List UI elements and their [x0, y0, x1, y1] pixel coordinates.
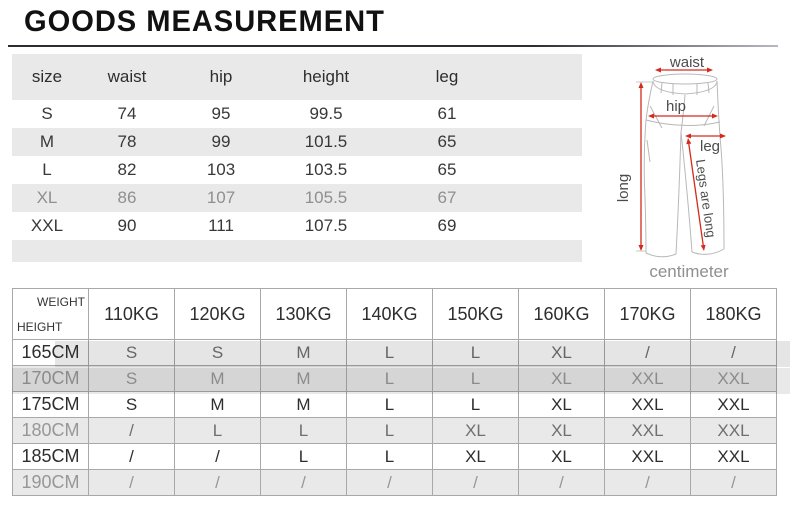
leg-label: leg	[699, 138, 721, 155]
fit-table-height-label: 170CM	[13, 366, 89, 392]
waist-label: waist	[669, 54, 705, 71]
size-table	[12, 54, 582, 262]
fit-table-size-cell: M	[175, 392, 261, 418]
fit-table-size-cell: /	[89, 470, 175, 496]
unit-label: centimeter	[649, 262, 729, 281]
fit-table-size-cell: XL	[519, 392, 605, 418]
size-table-cell: 99	[211, 132, 231, 151]
fit-table-size-cell: /	[89, 444, 175, 470]
fit-table-weight-header: 130KG	[261, 289, 347, 340]
size-table-header-cell: waist	[107, 67, 147, 86]
size-table-header-cell: hip	[209, 67, 233, 86]
fit-table-size-cell: L	[261, 444, 347, 470]
fit-table-size-cell: L	[433, 392, 519, 418]
fit-table-weight-header: 150KG	[433, 289, 519, 340]
fit-table-weight-header: 140KG	[347, 289, 433, 340]
size-table-cell: 65	[437, 160, 457, 179]
fit-table-size-cell: /	[175, 444, 261, 470]
size-table-cell: 61	[437, 104, 457, 123]
size-table-cell: 65	[437, 132, 457, 151]
size-table-row	[12, 128, 582, 156]
fit-table-size-cell: XL	[519, 366, 605, 392]
fit-table-row	[13, 418, 777, 444]
fit-table-height-label: 175CM	[13, 392, 89, 418]
size-table-cell: 86	[117, 188, 137, 207]
corner-height-label: HEIGHT	[17, 320, 63, 334]
fit-table-header-row	[13, 289, 777, 340]
fit-table-weight-header: 110KG	[89, 289, 175, 340]
size-table-cell: 82	[117, 160, 137, 179]
fit-table-size-cell: XXL	[605, 392, 691, 418]
fit-table-size-cell: L	[347, 418, 433, 444]
fit-table-size-cell: XXL	[691, 444, 777, 470]
size-table-cell: 103	[206, 160, 236, 179]
size-table-row	[12, 100, 582, 128]
size-table-cell: 69	[437, 216, 457, 235]
fit-table-size-cell: /	[605, 340, 691, 366]
pants-diagram-icon	[600, 48, 790, 290]
fit-table-row	[13, 444, 777, 470]
fit-table-size-cell: XL	[433, 444, 519, 470]
size-table-header-row	[12, 54, 582, 100]
size-table-cell: 99.5	[309, 104, 343, 123]
size-table-cell: 107	[206, 188, 236, 207]
size-table-footer-band	[12, 240, 582, 262]
size-table-cell: 90	[117, 216, 137, 235]
fit-table-size-cell: L	[347, 340, 433, 366]
fit-table-size-cell: M	[175, 366, 261, 392]
size-table-cell: M	[39, 132, 55, 151]
size-table-cell: 78	[117, 132, 137, 151]
fit-table-size-cell: XL	[519, 444, 605, 470]
fit-table-size-cell: /	[347, 470, 433, 496]
fit-table-size-cell: /	[261, 470, 347, 496]
size-table-row	[12, 156, 582, 184]
fit-table-height-label: 165CM	[13, 340, 89, 366]
size-table-cell: 67	[437, 188, 457, 207]
fit-table-row	[13, 392, 777, 418]
fit-table-size-cell: /	[691, 470, 777, 496]
size-table-cell: XL	[36, 188, 58, 207]
fit-table-weight-header: 160KG	[519, 289, 605, 340]
fit-table-size-cell: XL	[519, 340, 605, 366]
fit-table-size-cell: S	[89, 392, 175, 418]
fit-table-size-cell: XXL	[691, 366, 777, 392]
size-table-cell: S	[41, 104, 53, 123]
size-table-cell: L	[42, 160, 52, 179]
fit-table-size-cell: L	[347, 366, 433, 392]
size-table-cell: 101.5	[304, 132, 348, 151]
long-label: long	[615, 173, 632, 203]
fit-table-size-cell: XXL	[605, 418, 691, 444]
fit-table-size-cell: /	[433, 470, 519, 496]
fit-table-size-cell: L	[175, 418, 261, 444]
fit-table-row	[13, 470, 777, 496]
fit-table-size-cell: XXL	[605, 366, 691, 392]
fit-table-size-cell: /	[519, 470, 605, 496]
size-table-cell: XXL	[30, 216, 64, 235]
fit-table-body	[13, 340, 777, 496]
fit-table-size-cell: M	[261, 340, 347, 366]
size-table-header-cell: size	[31, 67, 63, 86]
fit-table-size-cell: L	[347, 392, 433, 418]
size-table-row	[12, 184, 582, 212]
fit-table-size-cell: L	[433, 340, 519, 366]
title-divider	[8, 45, 778, 47]
fit-table-size-cell: L	[433, 366, 519, 392]
size-table-header-cell: leg	[435, 67, 459, 86]
fit-table-size-cell: XXL	[691, 418, 777, 444]
fit-table-size-cell: M	[261, 392, 347, 418]
fit-table-size-cell: L	[347, 444, 433, 470]
size-table-body	[12, 100, 582, 240]
size-table-cell: 74	[117, 104, 137, 123]
fit-table-row	[13, 366, 777, 392]
fit-table-size-cell: M	[261, 366, 347, 392]
fit-table	[12, 288, 777, 496]
hip-label: hip	[665, 98, 687, 115]
corner-weight-label: WEIGHT	[37, 295, 85, 309]
size-table-cell: 111	[208, 216, 234, 235]
fit-table-weight-header: 180KG	[691, 289, 777, 340]
fit-table-size-cell: S	[89, 366, 175, 392]
fit-table-height-label: 190CM	[13, 470, 89, 496]
legs-are-long-label: Legs are long	[693, 158, 719, 239]
corner-cell	[13, 289, 89, 340]
fit-table-size-cell: S	[89, 340, 175, 366]
size-table-row	[12, 212, 582, 240]
size-table-cell: 107.5	[304, 216, 348, 235]
size-table-cell: 95	[211, 104, 231, 123]
size-table-cell: 103.5	[304, 160, 348, 179]
fit-table-row	[13, 340, 777, 366]
fit-table-size-cell: S	[175, 340, 261, 366]
fit-table-size-cell: /	[175, 470, 261, 496]
pants-measurement-diagram	[600, 48, 790, 290]
fit-table-size-cell: /	[89, 418, 175, 444]
fit-table-size-cell: XL	[519, 418, 605, 444]
page-title: GOODS MEASUREMENT	[24, 5, 385, 38]
fit-table-size-cell: L	[261, 418, 347, 444]
size-table-cell: 105.5	[304, 188, 348, 207]
fit-table-size-cell: XL	[433, 418, 519, 444]
size-table-header-cell: height	[302, 67, 350, 86]
fit-table-size-cell: /	[691, 340, 777, 366]
fit-table-size-cell: /	[605, 470, 691, 496]
fit-table-weight-header: 170KG	[605, 289, 691, 340]
fit-table-height-label: 180CM	[13, 418, 89, 444]
fit-table-height-label: 185CM	[13, 444, 89, 470]
fit-table-size-cell: XXL	[691, 392, 777, 418]
fit-table-weight-header: 120KG	[175, 289, 261, 340]
fit-table-size-cell: XXL	[605, 444, 691, 470]
